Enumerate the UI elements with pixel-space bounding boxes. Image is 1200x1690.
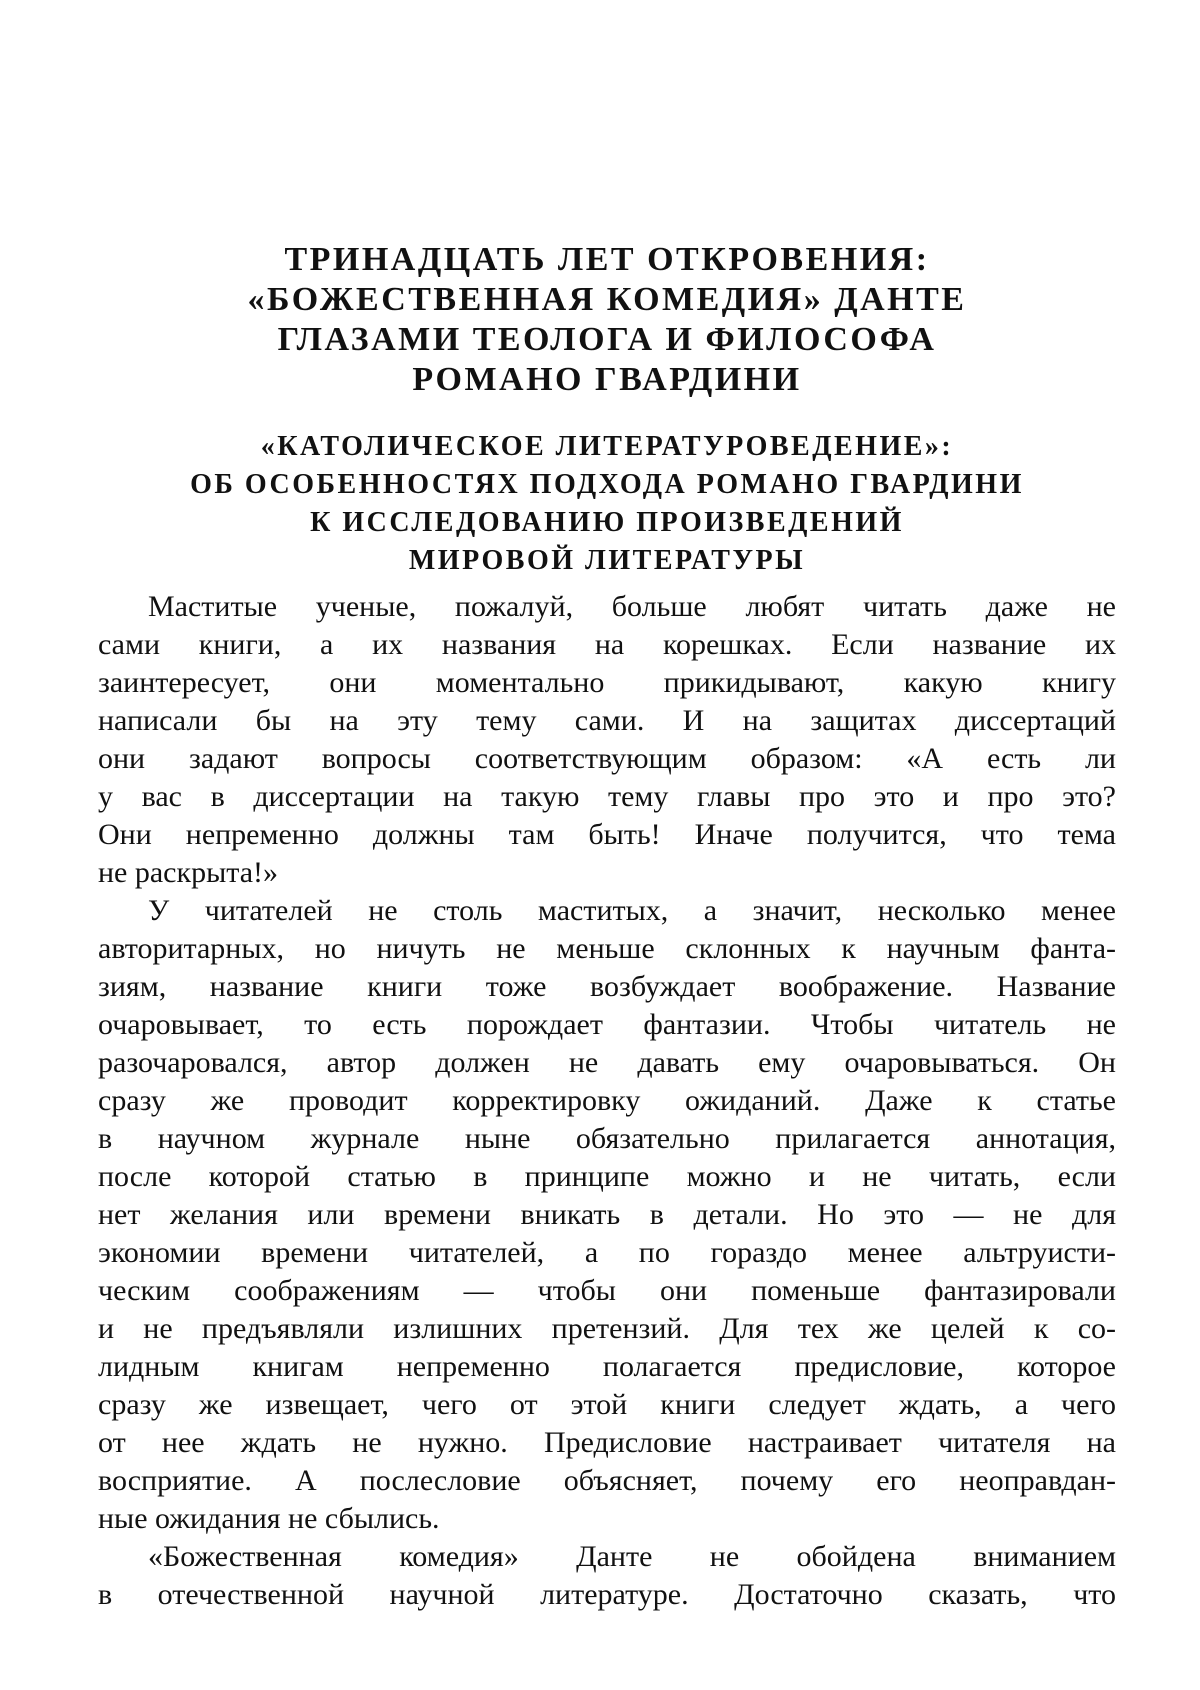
text-line: они задают вопросы соответствующим образом: «А есть ли <box>98 742 1116 775</box>
text-line: разочаровался, автор должен не давать ему очаровываться. Он <box>98 1046 1116 1079</box>
section-title-line: К ИССЛЕДОВАНИЮ ПРОИЗВЕДЕНИЙ <box>310 507 904 538</box>
paragraph <box>98 588 1116 892</box>
section-title-line: «КАТОЛИЧЕСКОЕ ЛИТЕРАТУРОВЕДЕНИЕ»: <box>260 431 954 462</box>
chapter-title-line: ГЛАЗАМИ ТЕОЛОГА И ФИЛОСОФА <box>277 321 937 358</box>
chapter-title-line: РОМАНО ГВАРДИНИ <box>412 361 802 398</box>
text-line: Они непременно должны там быть! Иначе получится, что тема <box>98 818 1116 851</box>
text-line: в отечественной научной литературе. Достаточно сказать, что <box>98 1578 1116 1611</box>
text-line: ные ожидания не сбылись. <box>98 1502 440 1535</box>
book-page <box>98 0 1116 1690</box>
text-line: восприятие. А послесловие объясняет, почему его неоправдан- <box>98 1464 1116 1497</box>
text-line: очаровывает, то есть порождает фантазии. Чтобы читатель не <box>98 1008 1116 1041</box>
text-line: не раскрыта!» <box>98 856 279 889</box>
section-title <box>98 428 1116 580</box>
text-line: авторитарных, но ничуть не меньше склонных к научным фанта- <box>98 932 1116 965</box>
paragraph <box>98 892 1116 1538</box>
section-title-line: ОБ ОСОБЕННОСТЯХ ПОДХОДА РОМАНО ГВАРДИНИ <box>190 469 1024 500</box>
text-line: нет желания или времени вникать в детали. Но это — не для <box>98 1198 1116 1231</box>
text-line: лидным книгам непременно полагается предисловие, которое <box>98 1350 1116 1383</box>
chapter-title-line: ТРИНАДЦАТЬ ЛЕТ ОТКРОВЕНИЯ: <box>284 241 930 278</box>
text-line: написали бы на эту тему сами. И на защитах диссертаций <box>98 704 1116 737</box>
text-line: у вас в диссертации на такую тему главы про это и про это? <box>98 780 1116 813</box>
text-line: сами книги, а их названия на корешках. Если название их <box>98 628 1116 661</box>
text-line: после которой статью в принципе можно и не читать, если <box>98 1160 1116 1193</box>
text-line: заинтересует, они моментально прикидывают, какую книгу <box>98 666 1116 699</box>
text-line: сразу же проводит корректировку ожиданий. Даже к статье <box>98 1084 1116 1117</box>
text-line: зиям, название книги тоже возбуждает воображение. Название <box>98 970 1116 1003</box>
chapter-title <box>98 240 1116 400</box>
text-line: от нее ждать не нужно. Предисловие настраивает читателя на <box>98 1426 1116 1459</box>
text-line: и не предъявляли излишних претензий. Для тех же целей к со- <box>98 1312 1116 1345</box>
body-text <box>98 588 1116 1614</box>
text-line: в научном журнале ныне обязательно прилагается аннотация, <box>98 1122 1116 1155</box>
text-line: сразу же извещает, чего от этой книги следует ждать, а чего <box>98 1388 1116 1421</box>
text-line: ческим соображениям — чтобы они поменьше фантазировали <box>98 1274 1116 1307</box>
text-line: Маститые ученые, пожалуй, больше любят читать даже не <box>148 590 1116 623</box>
text-line: У читателей не столь маститых, а значит, несколько менее <box>148 894 1116 927</box>
text-line: «Божественная комедия» Данте не обойдена вниманием <box>148 1540 1116 1573</box>
text-line: экономии времени читателей, а по гораздо менее альтруисти- <box>98 1236 1116 1269</box>
paragraph <box>98 1538 1116 1614</box>
section-title-line: МИРОВОЙ ЛИТЕРАТУРЫ <box>408 545 806 576</box>
chapter-title-line: «БОЖЕСТВЕННАЯ КОМЕДИЯ» ДАНТЕ <box>247 281 967 318</box>
